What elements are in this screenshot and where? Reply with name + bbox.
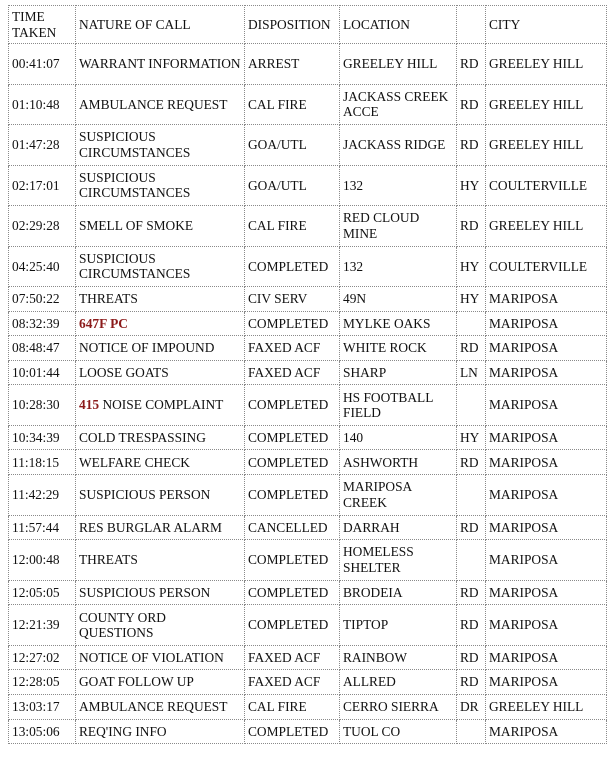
time-cell: 11:57:44 xyxy=(9,515,76,540)
time-cell: 02:29:28 xyxy=(9,206,76,247)
table-row xyxy=(9,645,607,670)
disposition-cell: FAXED ACF xyxy=(245,360,340,385)
disposition-cell: FAXED ACF xyxy=(245,645,340,670)
disposition-cell: FAXED ACF xyxy=(245,670,340,695)
table-row xyxy=(9,44,607,85)
disposition-cell: COMPLETED xyxy=(245,385,340,426)
city-cell: MARIPOSA xyxy=(486,385,607,426)
nature-cell xyxy=(76,165,245,206)
nature-text: SUSPICIOUS CIRCUMSTANCES xyxy=(79,250,191,282)
nature-text: LOOSE GOATS xyxy=(79,364,169,380)
table-row xyxy=(9,540,607,581)
location-cell: RAINBOW xyxy=(340,645,457,670)
suffix-cell: RD xyxy=(457,670,486,695)
nature-cell xyxy=(76,246,245,287)
suffix-cell: RD xyxy=(457,206,486,247)
time-cell: 12:28:05 xyxy=(9,670,76,695)
nature-cell xyxy=(76,311,245,336)
location-cell: GREELEY HILL xyxy=(340,44,457,85)
table-row xyxy=(9,336,607,361)
city-cell: MARIPOSA xyxy=(486,311,607,336)
city-cell: MARIPOSA xyxy=(486,645,607,670)
nature-text: NOTICE OF IMPOUND xyxy=(79,340,215,356)
header-nature-of-call: NATURE OF CALL xyxy=(76,6,245,44)
suffix-cell: HY xyxy=(457,246,486,287)
nature-cell xyxy=(76,206,245,247)
time-cell: 11:42:29 xyxy=(9,475,76,516)
disposition-cell: FAXED ACF xyxy=(245,336,340,361)
nature-cell xyxy=(76,450,245,475)
suffix-cell: RD xyxy=(457,44,486,85)
table-row xyxy=(9,475,607,516)
nature-text: SUSPICIOUS PERSON xyxy=(79,487,211,503)
location-cell: HS FOOTBALL FIELD xyxy=(340,385,457,426)
disposition-cell: GOA/UTL xyxy=(245,125,340,166)
location-cell: DARRAH xyxy=(340,515,457,540)
nature-text: RES BURGLAR ALARM xyxy=(79,519,222,535)
time-cell: 08:48:47 xyxy=(9,336,76,361)
time-cell: 08:32:39 xyxy=(9,311,76,336)
disposition-cell: COMPLETED xyxy=(245,425,340,450)
time-cell: 10:01:44 xyxy=(9,360,76,385)
nature-text: AMBULANCE REQUEST xyxy=(79,96,228,112)
header-time-taken: TIME TAKEN xyxy=(9,6,76,44)
nature-cell xyxy=(76,336,245,361)
table-row xyxy=(9,287,607,312)
city-cell: GREELEY HILL xyxy=(486,125,607,166)
time-cell: 13:03:17 xyxy=(9,694,76,719)
disposition-cell: COMPLETED xyxy=(245,605,340,646)
table-row xyxy=(9,360,607,385)
nature-text: WARRANT INFORMATION xyxy=(79,56,241,71)
suffix-cell: RD xyxy=(457,605,486,646)
nature-cell xyxy=(76,670,245,695)
nature-cell xyxy=(76,125,245,166)
nature-cell xyxy=(76,645,245,670)
suffix-cell xyxy=(457,311,486,336)
city-cell: GREELEY HILL xyxy=(486,694,607,719)
city-cell: MARIPOSA xyxy=(486,450,607,475)
city-cell: MARIPOSA xyxy=(486,336,607,361)
city-cell: MARIPOSA xyxy=(486,719,607,744)
time-cell: 01:10:48 xyxy=(9,84,76,125)
suffix-cell xyxy=(457,475,486,516)
location-cell: WHITE ROCK xyxy=(340,336,457,361)
city-cell: MARIPOSA xyxy=(486,515,607,540)
disposition-cell: CAL FIRE xyxy=(245,84,340,125)
location-cell: HOMELESS SHELTER xyxy=(340,540,457,581)
table-row xyxy=(9,125,607,166)
suffix-cell: RD xyxy=(457,515,486,540)
time-cell: 12:05:05 xyxy=(9,580,76,605)
table-row xyxy=(9,385,607,426)
nature-text: COUNTY ORD QUESTIONS xyxy=(79,609,166,640)
nature-cell xyxy=(76,719,245,744)
time-cell: 02:17:01 xyxy=(9,165,76,206)
call-log-body xyxy=(9,44,607,744)
suffix-cell xyxy=(457,719,486,744)
nature-cell xyxy=(76,605,245,646)
nature-cell xyxy=(76,580,245,605)
disposition-cell: COMPLETED xyxy=(245,450,340,475)
location-cell: TIPTOP xyxy=(340,605,457,646)
suffix-cell: LN xyxy=(457,360,486,385)
nature-cell xyxy=(76,475,245,516)
nature-text: SUSPICIOUS PERSON xyxy=(79,584,211,600)
city-cell: COULTERVILLE xyxy=(486,246,607,287)
time-cell: 07:50:22 xyxy=(9,287,76,312)
disposition-cell: COMPLETED xyxy=(245,311,340,336)
table-row xyxy=(9,165,607,206)
nature-cell xyxy=(76,287,245,312)
time-cell: 00:41:07 xyxy=(9,44,76,85)
header-row xyxy=(9,6,607,44)
nature-cell xyxy=(76,44,245,85)
disposition-cell: ARREST xyxy=(245,44,340,85)
penal-code: 415 xyxy=(79,397,100,413)
location-cell: BRODEIA xyxy=(340,580,457,605)
location-cell: ALLRED xyxy=(340,670,457,695)
city-cell: MARIPOSA xyxy=(486,475,607,516)
nature-text: SUSPICIOUS CIRCUMSTANCES xyxy=(79,129,191,160)
suffix-cell: RD xyxy=(457,125,486,166)
nature-cell xyxy=(76,385,245,426)
table-row xyxy=(9,246,607,287)
nature-text: AMBULANCE REQUEST xyxy=(79,698,228,714)
disposition-cell: CAL FIRE xyxy=(245,694,340,719)
nature-text: THREATS xyxy=(79,291,138,307)
city-cell: MARIPOSA xyxy=(486,605,607,646)
city-cell: MARIPOSA xyxy=(486,670,607,695)
time-cell: 11:18:15 xyxy=(9,450,76,475)
table-row xyxy=(9,515,607,540)
location-cell: ASHWORTH xyxy=(340,450,457,475)
disposition-cell: CIV SERV xyxy=(245,287,340,312)
nature-cell xyxy=(76,694,245,719)
suffix-cell xyxy=(457,540,486,581)
table-row xyxy=(9,605,607,646)
city-cell: MARIPOSA xyxy=(486,360,607,385)
location-cell: CERRO SIERRA xyxy=(340,694,457,719)
suffix-cell: HY xyxy=(457,287,486,312)
suffix-cell: RD xyxy=(457,450,486,475)
disposition-cell: GOA/UTL xyxy=(245,165,340,206)
nature-text: NOTICE OF VIOLATION xyxy=(79,649,224,665)
location-cell: RED CLOUD MINE xyxy=(340,206,457,247)
nature-cell xyxy=(76,540,245,581)
nature-text: NOISE COMPLAINT xyxy=(102,397,224,413)
time-cell: 10:28:30 xyxy=(9,385,76,426)
nature-text: THREATS xyxy=(79,552,138,568)
city-cell: MARIPOSA xyxy=(486,425,607,450)
table-row xyxy=(9,425,607,450)
city-cell: GREELEY HILL xyxy=(486,44,607,85)
suffix-cell: RD xyxy=(457,336,486,361)
city-cell: MARIPOSA xyxy=(486,580,607,605)
suffix-cell xyxy=(457,385,486,426)
location-cell: 132 xyxy=(340,165,457,206)
disposition-cell: COMPLETED xyxy=(245,580,340,605)
city-cell: GREELEY HILL xyxy=(486,206,607,247)
header-disposition: DISPOSITION xyxy=(245,6,340,44)
penal-code: 647F PC xyxy=(79,315,128,331)
disposition-cell: COMPLETED xyxy=(245,246,340,287)
header-suffix xyxy=(457,6,486,44)
table-row xyxy=(9,311,607,336)
nature-text: REQ'ING INFO xyxy=(79,723,167,739)
time-cell: 10:34:39 xyxy=(9,425,76,450)
location-cell: MYLKE OAKS xyxy=(340,311,457,336)
suffix-cell: RD xyxy=(457,84,486,125)
suffix-cell: RD xyxy=(457,645,486,670)
table-row xyxy=(9,670,607,695)
city-cell: GREELEY HILL xyxy=(486,84,607,125)
table-row xyxy=(9,719,607,744)
nature-text: SMELL OF SMOKE xyxy=(79,218,194,233)
suffix-cell: HY xyxy=(457,165,486,206)
disposition-cell: COMPLETED xyxy=(245,719,340,744)
table-row xyxy=(9,694,607,719)
call-log-table xyxy=(8,5,607,744)
location-cell: 49N xyxy=(340,287,457,312)
table-row xyxy=(9,206,607,247)
time-cell: 01:47:28 xyxy=(9,125,76,166)
time-cell: 04:25:40 xyxy=(9,246,76,287)
location-cell: 132 xyxy=(340,246,457,287)
city-cell: COULTERVILLE xyxy=(486,165,607,206)
nature-cell xyxy=(76,515,245,540)
nature-text: SUSPICIOUS CIRCUMSTANCES xyxy=(79,169,191,201)
nature-cell xyxy=(76,360,245,385)
nature-text: WELFARE CHECK xyxy=(79,454,190,470)
suffix-cell: HY xyxy=(457,425,486,450)
location-cell: 140 xyxy=(340,425,457,450)
location-cell: JACKASS RIDGE xyxy=(340,125,457,166)
nature-cell xyxy=(76,425,245,450)
city-cell: MARIPOSA xyxy=(486,287,607,312)
location-cell: SHARP xyxy=(340,360,457,385)
table-row xyxy=(9,84,607,125)
time-cell: 12:00:48 xyxy=(9,540,76,581)
time-cell: 13:05:06 xyxy=(9,719,76,744)
disposition-cell: CANCELLED xyxy=(245,515,340,540)
location-cell: JACKASS CREEK ACCE xyxy=(340,84,457,125)
location-cell: MARIPOSA CREEK xyxy=(340,475,457,516)
table-row xyxy=(9,450,607,475)
time-cell: 12:21:39 xyxy=(9,605,76,646)
disposition-cell: COMPLETED xyxy=(245,540,340,581)
suffix-cell: DR xyxy=(457,694,486,719)
disposition-cell: CAL FIRE xyxy=(245,206,340,247)
header-city: CITY xyxy=(486,6,607,44)
nature-text: COLD TRESPASSING xyxy=(79,429,206,445)
suffix-cell: RD xyxy=(457,580,486,605)
header-location: LOCATION xyxy=(340,6,457,44)
table-row xyxy=(9,580,607,605)
time-cell: 12:27:02 xyxy=(9,645,76,670)
nature-cell xyxy=(76,84,245,125)
nature-text: GOAT FOLLOW UP xyxy=(79,674,194,690)
disposition-cell: COMPLETED xyxy=(245,475,340,516)
city-cell: MARIPOSA xyxy=(486,540,607,581)
location-cell: TUOL CO xyxy=(340,719,457,744)
